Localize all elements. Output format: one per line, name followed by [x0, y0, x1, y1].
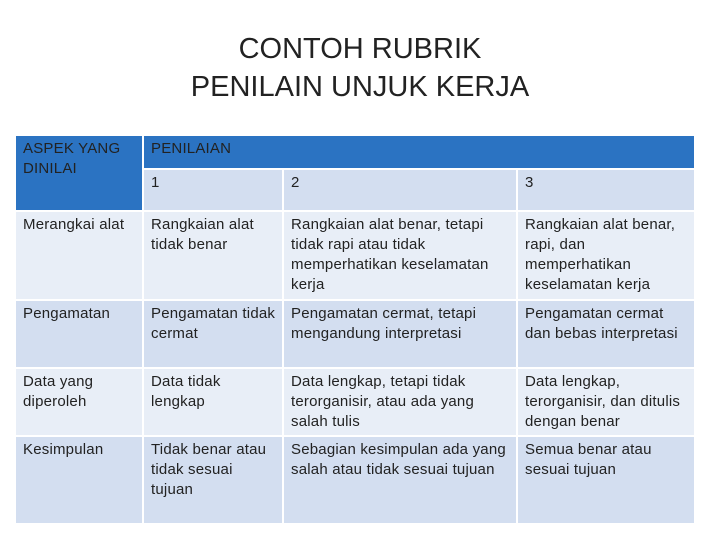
score-3-cell: Rangkaian alat benar, rapi, dan memperhatikan keselamatan kerja	[517, 211, 695, 300]
aspect-cell: Kesimpulan	[15, 436, 143, 524]
score-3-header: 3	[517, 169, 695, 211]
aspect-cell: Merangkai alat	[15, 211, 143, 300]
score-1-cell: Tidak benar atau tidak sesuai tujuan	[143, 436, 283, 524]
aspect-cell: Data yang diperoleh	[15, 368, 143, 436]
table-row	[15, 436, 695, 524]
aspect-header: ASPEK YANG DINILAI	[15, 135, 143, 211]
table-row	[15, 368, 695, 436]
score-1-cell: Pengamatan tidak cermat	[143, 300, 283, 368]
score-1-cell: Data tidak lengkap	[143, 368, 283, 436]
score-2-header: 2	[283, 169, 517, 211]
score-header: PENILAIAN	[143, 135, 695, 169]
score-1-header: 1	[143, 169, 283, 211]
score-2-cell: Pengamatan cermat, tetapi mengandung interpretasi	[283, 300, 517, 368]
title-line-2: PENILAIN UNJUK KERJA	[190, 71, 530, 103]
table-row	[15, 300, 695, 368]
score-2-cell: Sebagian kesimpulan ada yang salah atau tidak sesuai tujuan	[283, 436, 517, 524]
table-row	[15, 211, 695, 300]
score-3-cell: Pengamatan cermat dan bebas interpretasi	[517, 300, 695, 368]
score-2-cell: Data lengkap, tetapi tidak terorganisir, atau ada yang salah tulis	[283, 368, 517, 436]
score-3-cell: Data lengkap, terorganisir, dan ditulis dengan benar	[517, 368, 695, 436]
score-1-cell: Rangkaian alat tidak benar	[143, 211, 283, 300]
score-3-cell: Semua benar atau sesuai tujuan	[517, 436, 695, 524]
score-2-cell: Rangkaian alat benar, tetapi tidak rapi atau tidak memperhatikan keselamatan kerja	[283, 211, 517, 300]
title-line-1: CONTOH RUBRIK	[238, 33, 482, 65]
slide-title	[0, 30, 720, 106]
rubric-table	[14, 134, 696, 525]
aspect-cell: Pengamatan	[15, 300, 143, 368]
